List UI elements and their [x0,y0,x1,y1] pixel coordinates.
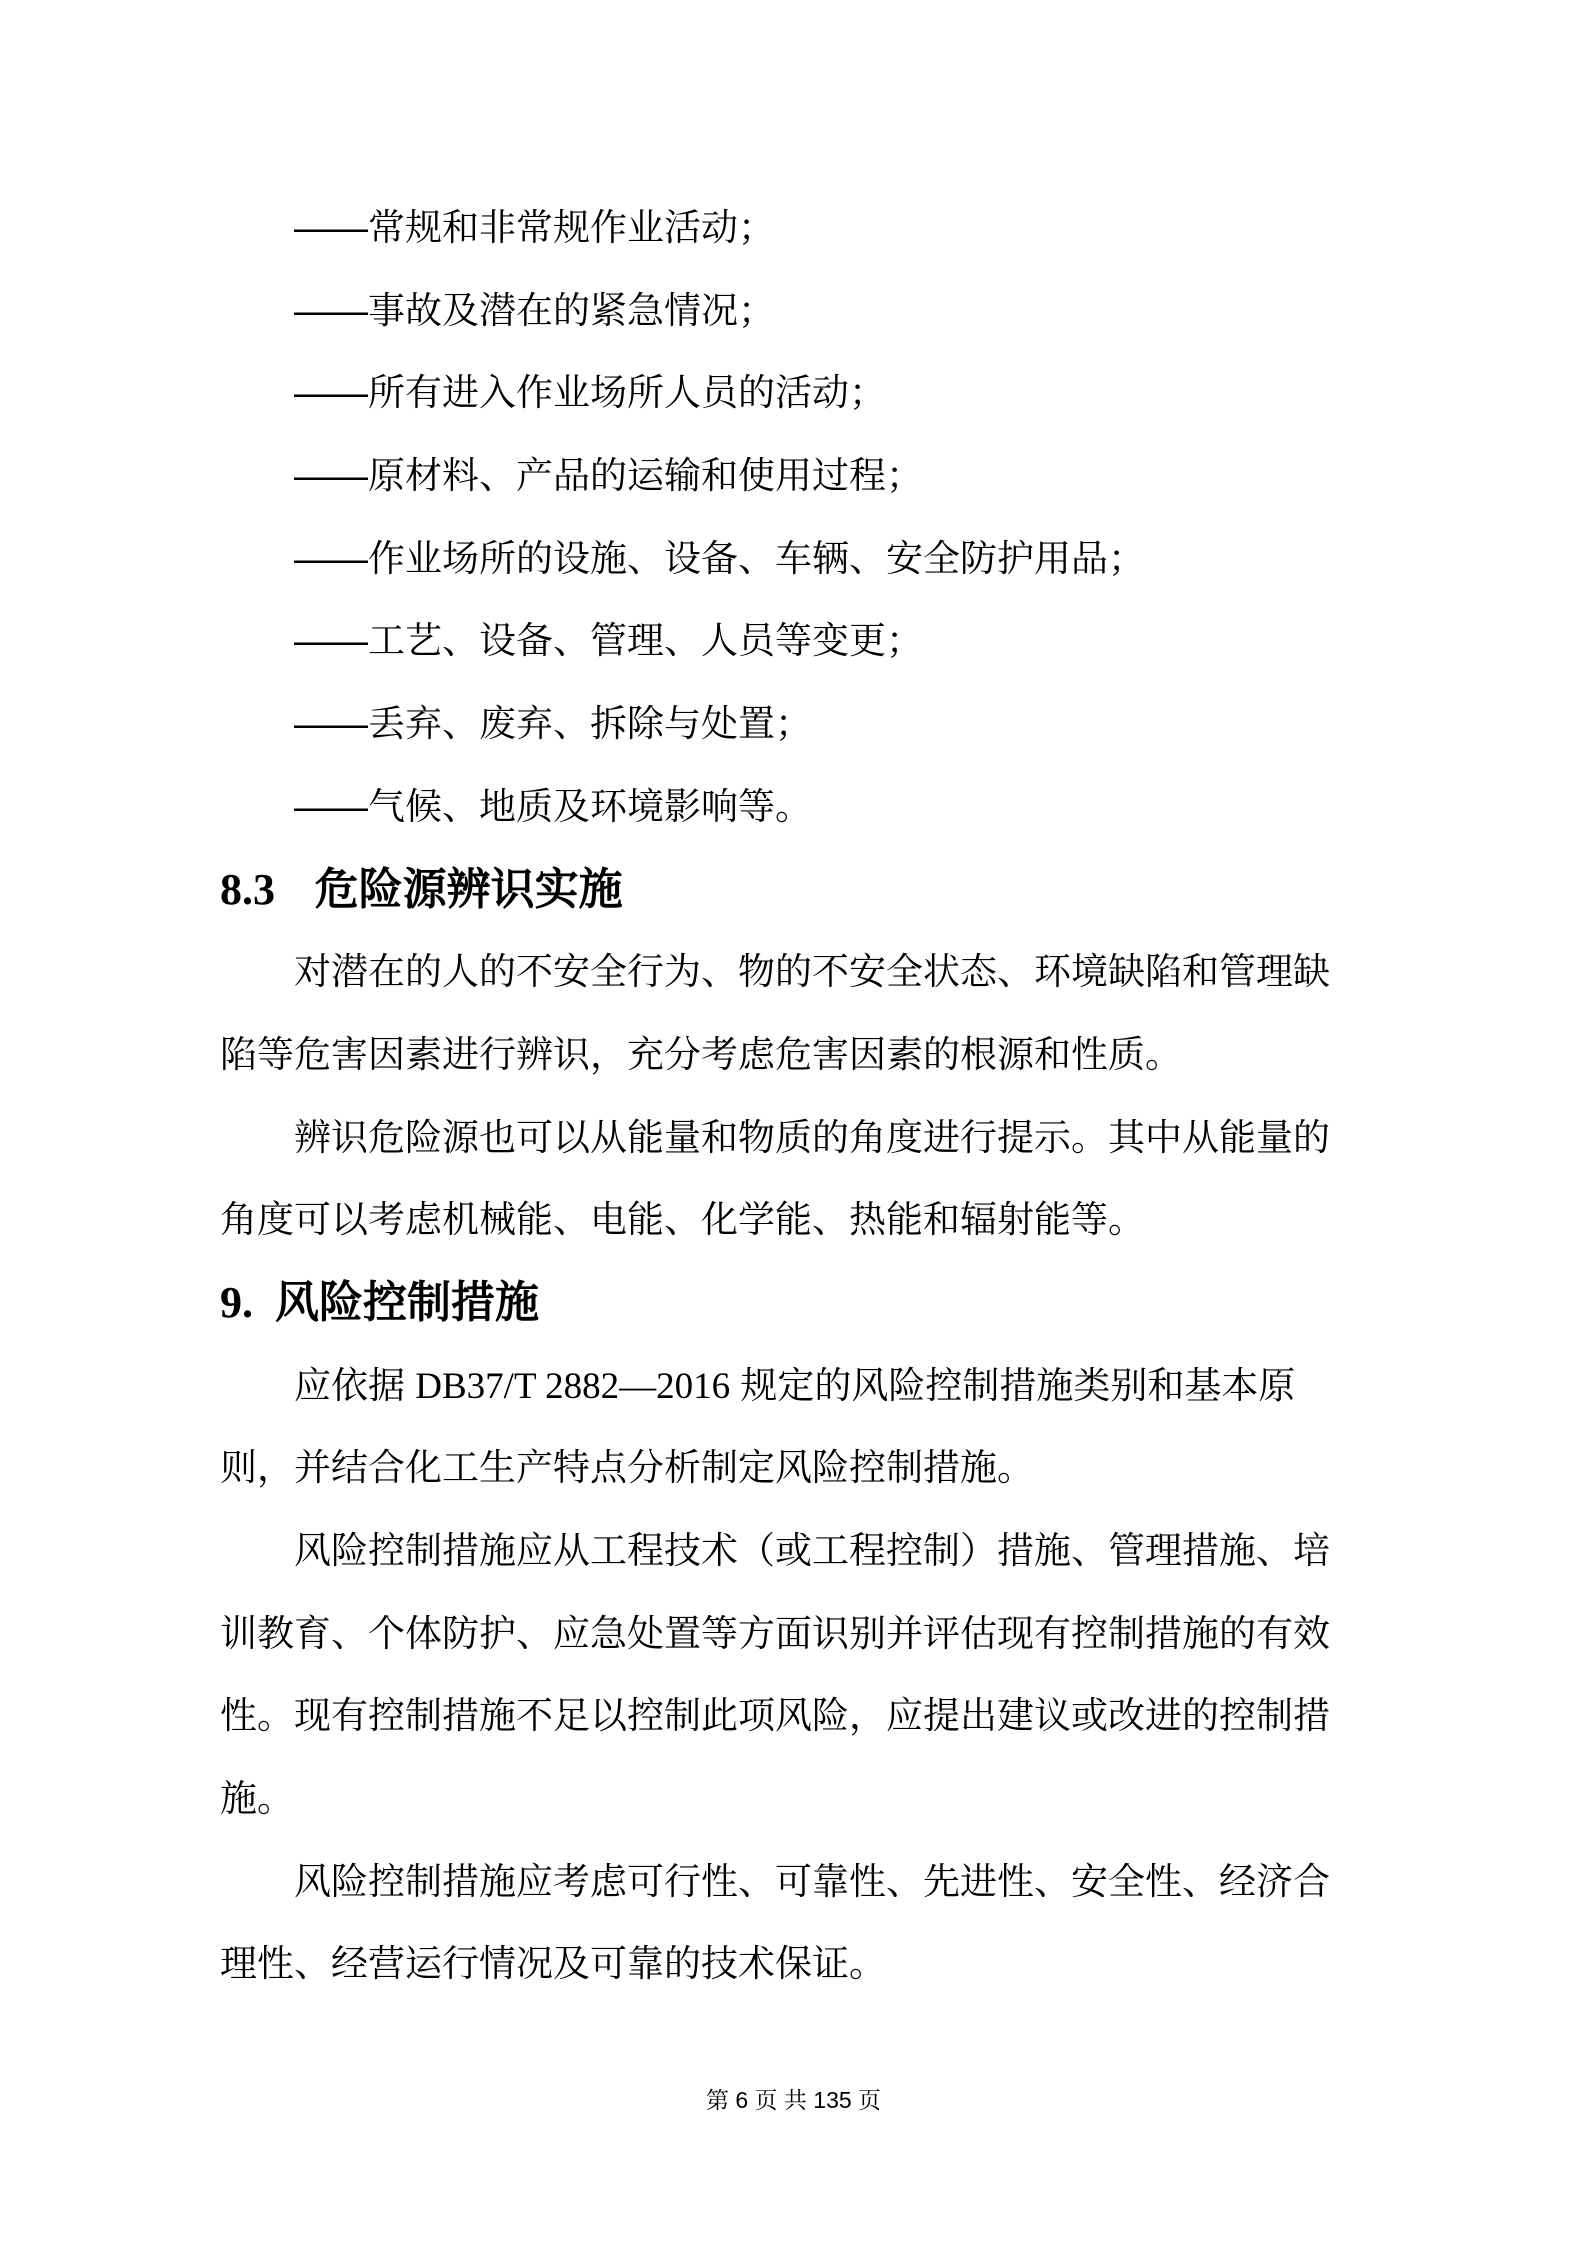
paragraph-line: 训教育、个体防护、应急处置等方面识别并评估现有控制措施的有效 [220,1612,1330,1654]
paragraph-line: 理性、经营运行情况及可靠的技术保证。 [220,1943,886,1985]
section-number: 9. [220,1277,253,1327]
paragraph-line: 辨识危险源也可以从能量和物质的角度进行提示。其中从能量的 [294,1116,1330,1158]
dash-list-item: ——所有进入作业场所人员的活动； [294,372,886,414]
section-heading-9 [220,1262,1448,1345]
dash-list-item: ——丢弃、废弃、拆除与处置； [294,703,812,745]
section-title: 风险控制措施 [275,1277,539,1327]
dash-list-item: ——原材料、产品的运输和使用过程； [294,455,923,497]
page-number: 第 6 页 共 135 页 [705,2087,882,2113]
dash-list-item: ——气候、地质及环境影响等。 [294,785,812,827]
section-title: 危险源辨识实施 [314,864,623,914]
dash-list-item: ——常规和非常规作业活动； [294,207,775,248]
paragraph-line: 风险控制措施应从工程技术（或工程控制）措施、管理措施、培 [294,1530,1330,1571]
paragraph-line: 对潜在的人的不安全行为、物的不安全状态、环境缺陷和管理缺 [294,951,1330,993]
paragraph-line: 性。现有控制措施不足以控制此项风险，应提出建议或改进的控制措 [220,1695,1330,1737]
dash-list-item: ——作业场所的设施、设备、车辆、安全防护用品； [294,537,1145,579]
paragraph-line: 角度可以考虑机械能、电能、化学能、热能和辐射能等。 [220,1199,1145,1241]
paragraph-text-cjk: 应依据 [294,1364,416,1406]
dash-list-item: ——事故及潜在的紧急情况； [294,289,775,331]
paragraph-line [220,1345,1448,1428]
paragraph-text-cjk: 规定的风险控制措施类别和基本原 [730,1364,1296,1406]
page-body [220,187,1448,2006]
section-number: 8.3 [220,864,275,914]
section-heading-8-3 [220,849,1448,932]
paragraph-line: 施。 [220,1778,294,1820]
dash-list-item: ——工艺、设备、管理、人员等变更； [294,620,923,662]
paragraph-line: 陷等危害因素进行辨识，充分考虑危害因素的根源和性质。 [220,1033,1182,1075]
paragraph-line: 则，并结合化工生产特点分析制定风险控制措施。 [220,1447,1034,1489]
paragraph-line: 风险控制措施应考虑可行性、可靠性、先进性、安全性、经济合 [294,1860,1330,1902]
standard-reference: DB37/T 2882—2016 [415,1365,731,1407]
page-footer [0,2086,1587,2114]
